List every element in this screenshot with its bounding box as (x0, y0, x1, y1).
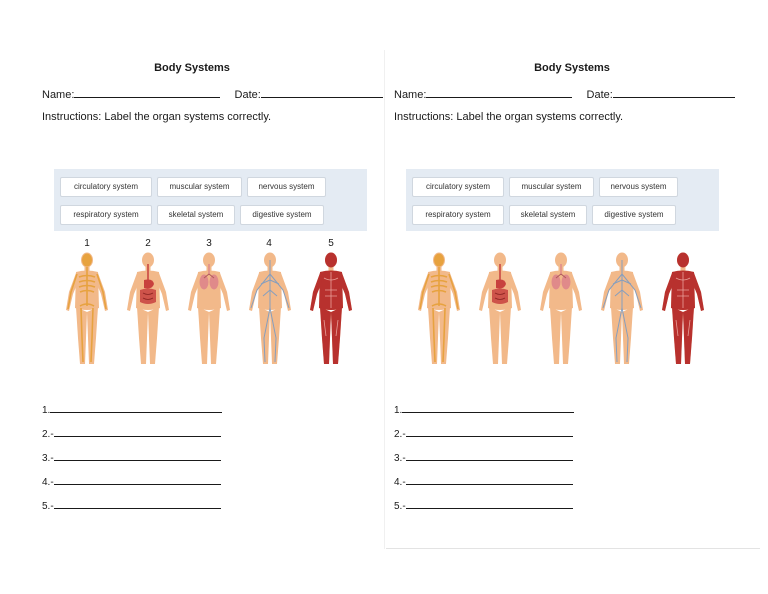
answer-number: 3.- (394, 453, 406, 464)
answer-list (394, 402, 574, 522)
answer-number: 4.- (42, 477, 54, 488)
answer-number: 2.- (394, 429, 406, 440)
word-bank-chip[interactable]: skeletal system (509, 205, 587, 225)
nervous-figure-icon (239, 250, 301, 368)
word-bank-chip[interactable]: digestive system (240, 205, 324, 225)
date-field[interactable] (613, 87, 735, 98)
word-bank-chip[interactable]: nervous system (247, 177, 326, 197)
word-bank (54, 169, 367, 231)
muscular-figure-icon (300, 250, 362, 368)
figure-number: 2 (145, 238, 151, 249)
muscular-figure-icon (652, 250, 714, 368)
answer-line[interactable] (42, 426, 222, 450)
answer-line[interactable] (394, 498, 574, 522)
word-bank-chip[interactable]: circulatory system (412, 177, 504, 197)
body-figures (54, 238, 367, 370)
word-bank-chip[interactable]: respiratory system (412, 205, 504, 225)
answer-number: 2.- (42, 429, 54, 440)
word-bank-chip[interactable]: muscular system (157, 177, 242, 197)
answer-number: 1. (394, 405, 403, 416)
answer-line[interactable] (394, 426, 574, 450)
skeletal-figure-icon (408, 250, 470, 368)
answer-line[interactable] (394, 474, 574, 498)
name-label: Name: (394, 89, 427, 101)
answer-number: 1. (42, 405, 51, 416)
instructions: Instructions: Label the organ systems correctly. (394, 111, 624, 123)
body-figures (406, 238, 719, 370)
page-title: Body Systems (534, 62, 610, 74)
answer-number: 5.- (42, 501, 54, 512)
page-edge (386, 548, 760, 549)
answer-number: 5.- (394, 501, 406, 512)
page-edge (384, 50, 385, 549)
answer-line[interactable] (42, 450, 222, 474)
answer-list (42, 402, 222, 522)
skeletal-figure-icon (56, 250, 118, 368)
figure-number: 1 (84, 238, 90, 249)
name-date-row (394, 87, 735, 101)
name-label: Name: (42, 89, 75, 101)
name-field[interactable] (426, 87, 572, 98)
worksheet-right (384, 0, 768, 594)
date-label: Date: (234, 89, 261, 101)
respiratory-figure-icon (178, 250, 240, 368)
figure-number: 5 (328, 238, 334, 249)
figure-number: 3 (206, 238, 212, 249)
word-bank-chip[interactable]: muscular system (509, 177, 594, 197)
digestive-figure-icon (469, 250, 531, 368)
name-field[interactable] (74, 87, 220, 98)
date-field[interactable] (261, 87, 383, 98)
answer-line[interactable] (394, 450, 574, 474)
word-bank-chip[interactable]: respiratory system (60, 205, 152, 225)
instructions: Instructions: Label the organ systems correctly. (42, 111, 272, 123)
page-title: Body Systems (154, 62, 230, 74)
word-bank-chip[interactable]: digestive system (592, 205, 676, 225)
answer-line[interactable] (42, 498, 222, 522)
word-bank-chip[interactable]: circulatory system (60, 177, 152, 197)
respiratory-figure-icon (530, 250, 592, 368)
nervous-figure-icon (591, 250, 653, 368)
answer-number: 3.- (42, 453, 54, 464)
answer-line[interactable] (42, 474, 222, 498)
date-label: Date: (586, 89, 613, 101)
answer-line[interactable] (394, 402, 574, 426)
name-date-row (42, 87, 383, 101)
word-bank (406, 169, 719, 231)
answer-line[interactable] (42, 402, 222, 426)
word-bank-chip[interactable]: skeletal system (157, 205, 235, 225)
figure-number: 4 (266, 238, 272, 249)
word-bank-chip[interactable]: nervous system (599, 177, 678, 197)
digestive-figure-icon (117, 250, 179, 368)
answer-number: 4.- (394, 477, 406, 488)
